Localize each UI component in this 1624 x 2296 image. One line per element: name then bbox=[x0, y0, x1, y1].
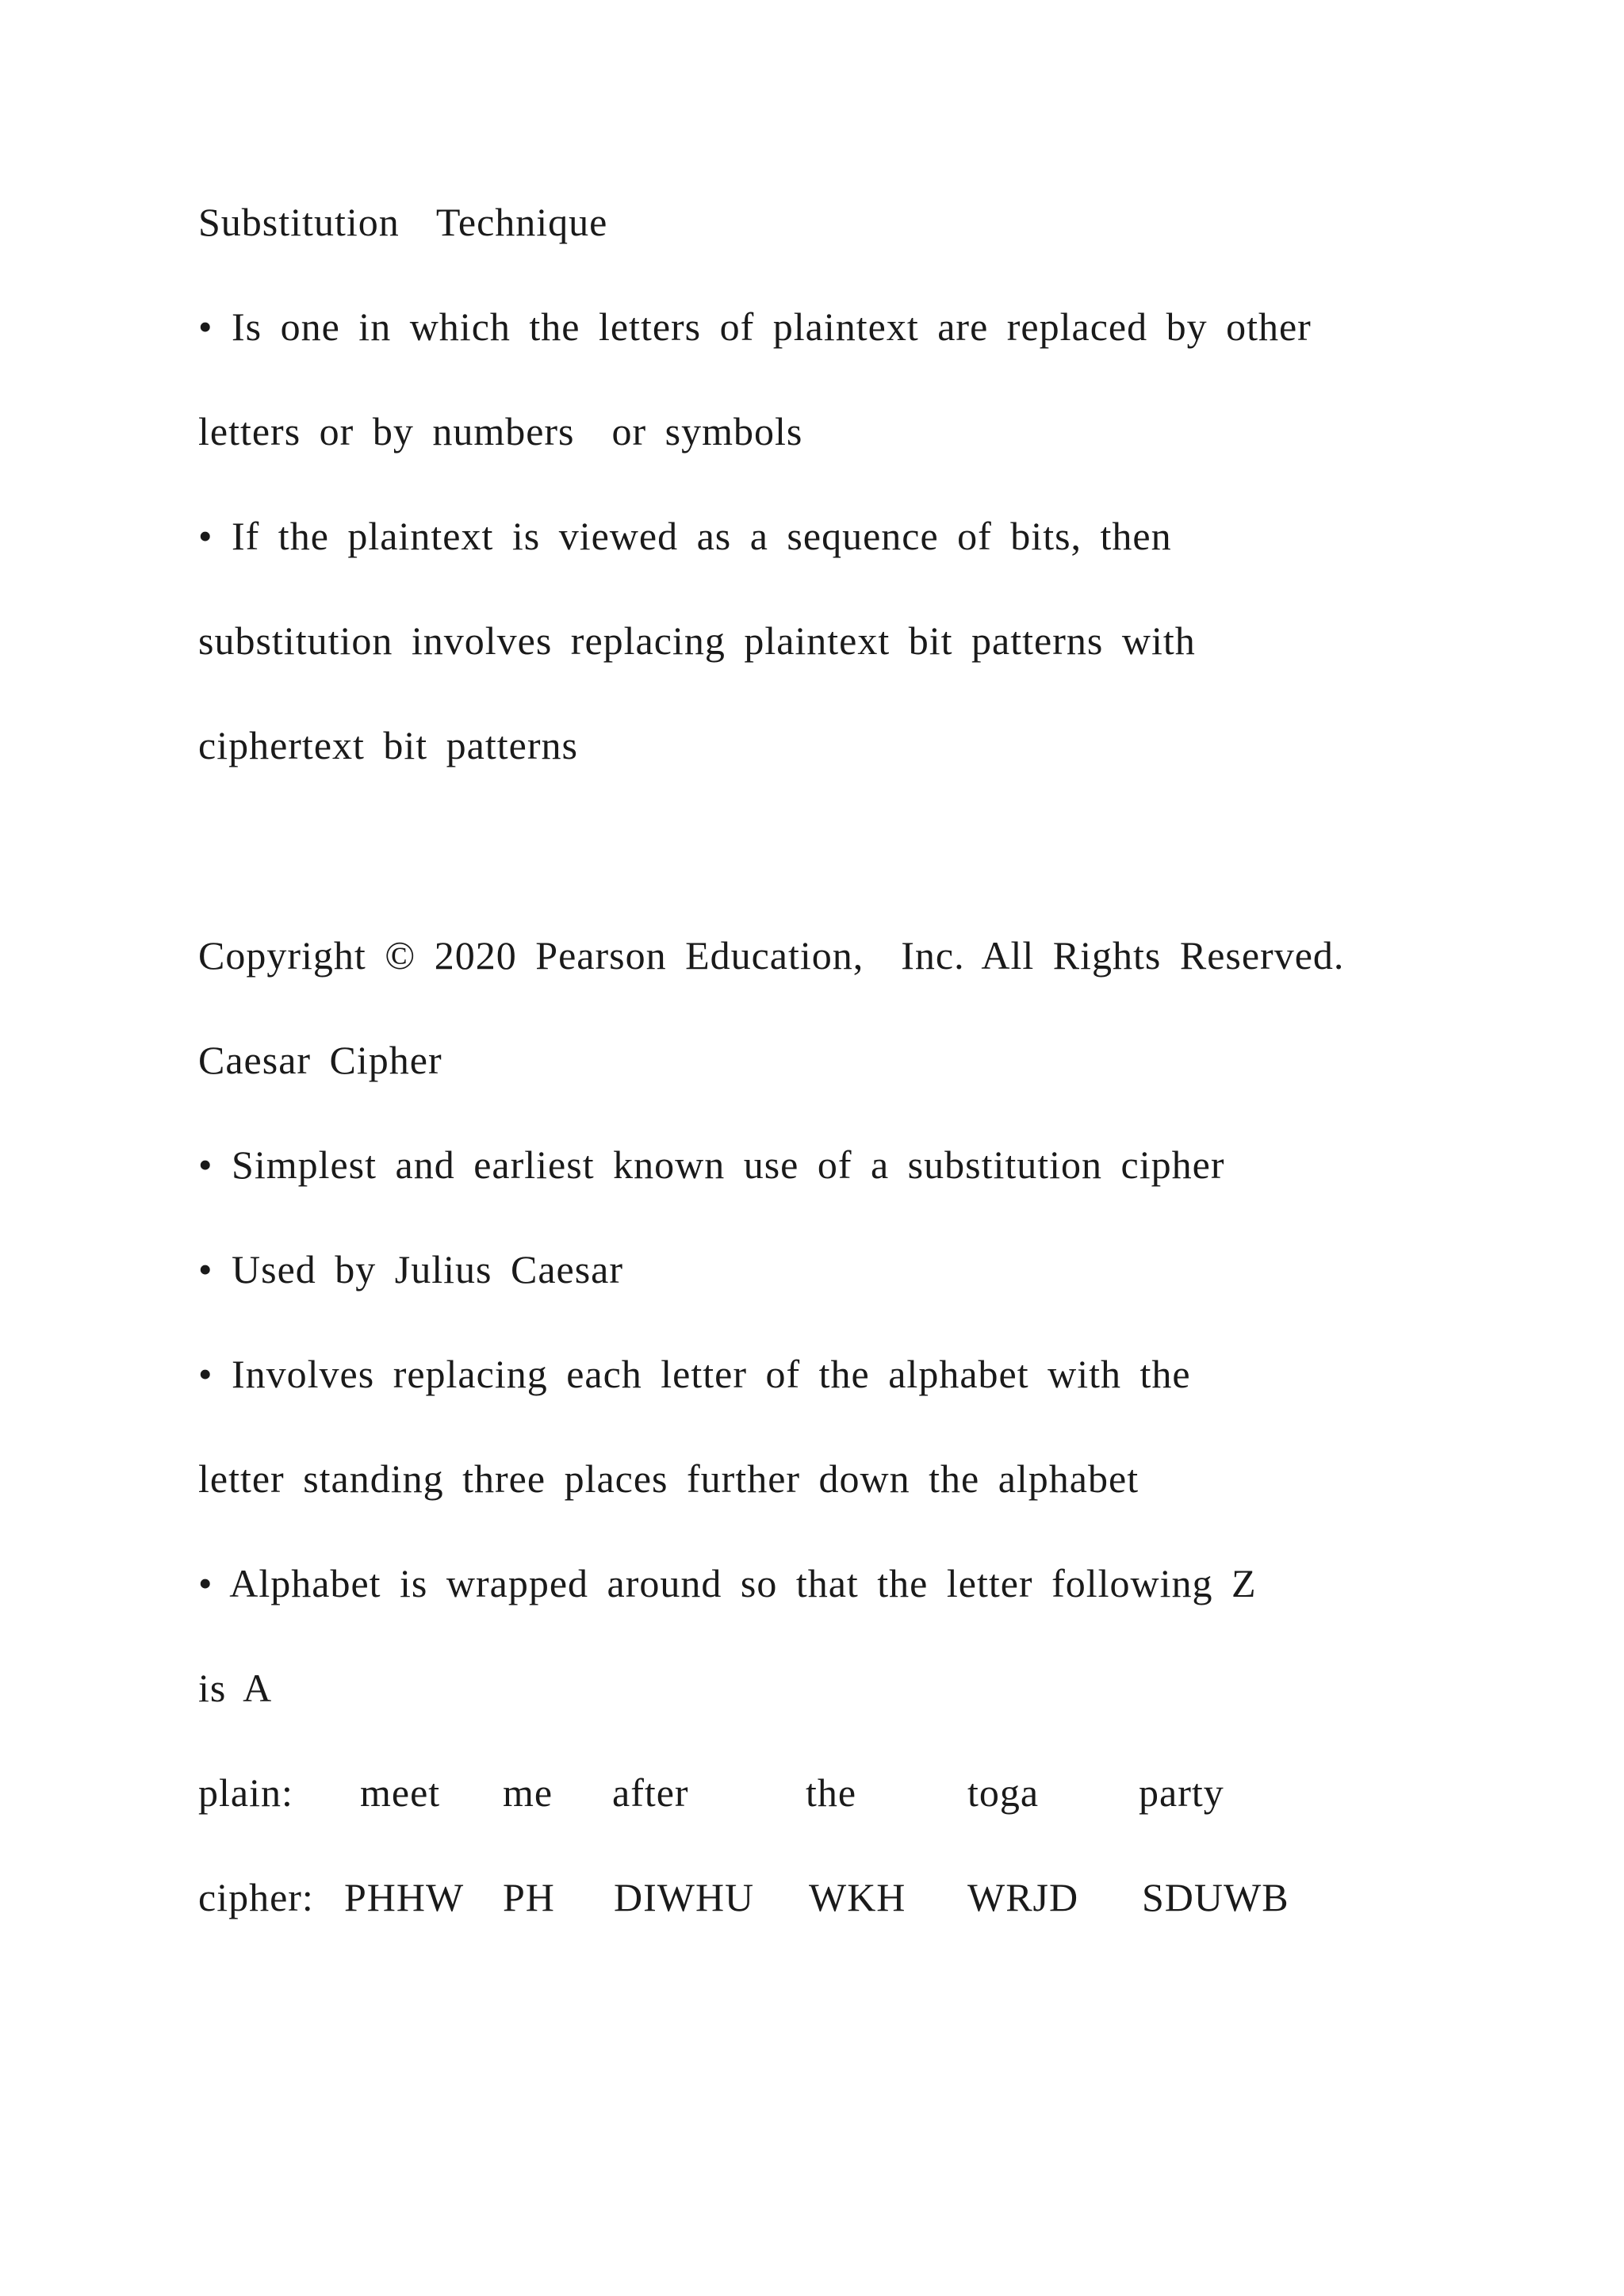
text-line: • Used by Julius Caesar bbox=[198, 1247, 623, 1292]
text-line: ciphertext bit patterns bbox=[198, 723, 578, 767]
cipher-word: WKH bbox=[809, 1875, 906, 1919]
plain-word: me bbox=[503, 1770, 553, 1815]
cipher-word: WRJD bbox=[967, 1875, 1079, 1919]
text-line: • Involves replacing each letter of the alphabet with the bbox=[198, 1352, 1191, 1396]
cipher-word: SDUWB bbox=[1142, 1875, 1289, 1919]
cipher-word: PHHW bbox=[344, 1875, 465, 1919]
text-line: • If the plaintext is viewed as a sequence of bits, then bbox=[198, 514, 1172, 558]
plain-word: after bbox=[612, 1770, 689, 1815]
plain-word: the bbox=[806, 1770, 857, 1815]
section-title-substitution: Substitution Technique bbox=[198, 200, 608, 244]
copyright-notice: Copyright © 2020 Pearson Education, Inc. All Rights Reserved. bbox=[198, 933, 1345, 978]
plain-word: party bbox=[1139, 1770, 1224, 1815]
plain-word: toga bbox=[967, 1770, 1040, 1815]
text-line: • Is one in which the letters of plaintext are replaced by other bbox=[198, 304, 1312, 349]
cipher-word: PH bbox=[503, 1875, 555, 1919]
cipher-row bbox=[198, 1873, 1467, 1921]
cipher-word: DIWHU bbox=[614, 1875, 755, 1919]
plain-word: meet bbox=[360, 1770, 441, 1815]
text-line: • Alphabet is wrapped around so that the letter following Z bbox=[198, 1561, 1257, 1605]
cipher-label: cipher: bbox=[198, 1875, 314, 1919]
text-line: • Simplest and earliest known use of a substitution cipher bbox=[198, 1142, 1225, 1187]
plain-row bbox=[198, 1769, 1467, 1816]
section-title-caesar: Caesar Cipher bbox=[198, 1038, 442, 1082]
text-line: letters or by numbers or symbols bbox=[198, 409, 803, 453]
text-line: letter standing three places further down the alphabet bbox=[198, 1456, 1139, 1501]
text-line: substitution involves replacing plaintext bit patterns with bbox=[198, 618, 1196, 663]
text-line: is A bbox=[198, 1666, 273, 1710]
plain-label: plain: bbox=[198, 1770, 293, 1815]
